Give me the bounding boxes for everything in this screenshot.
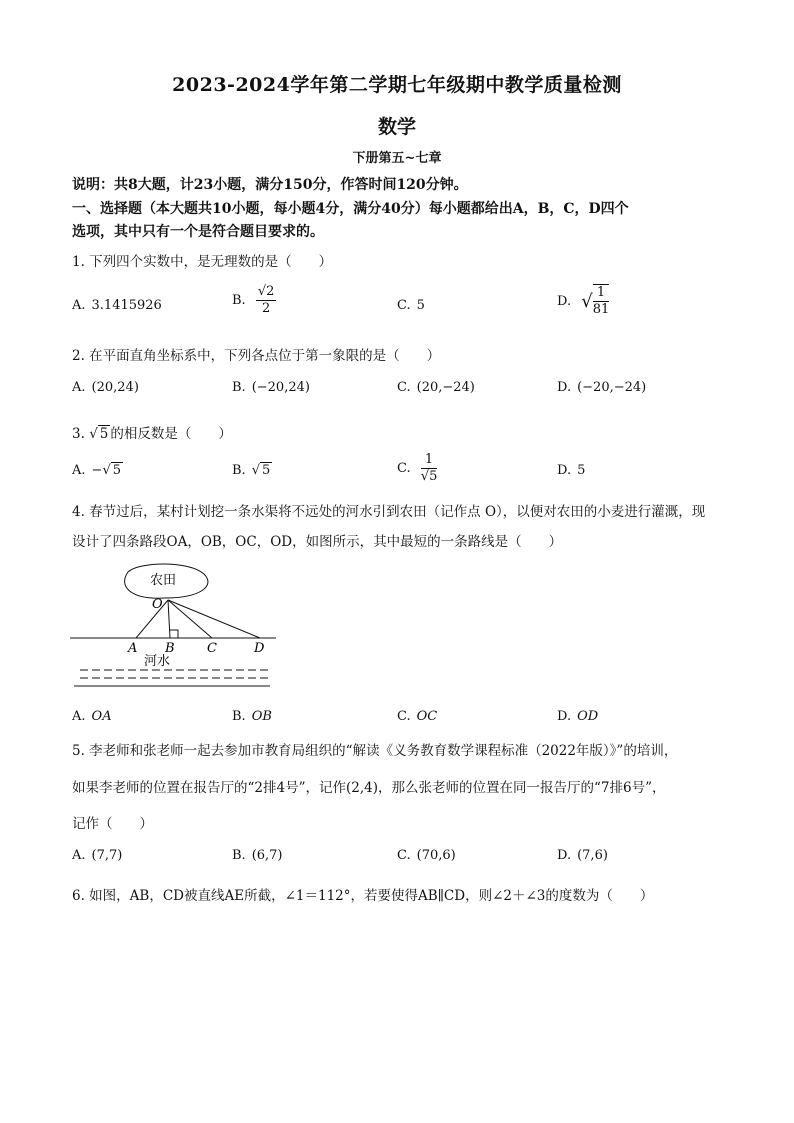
question-3-stem <box>72 422 232 442</box>
q3-option-a <box>72 463 123 478</box>
q5-option-d-value: (7,6) <box>577 848 608 863</box>
q1-option-c-label: C. <box>397 298 411 313</box>
q3-option-d <box>557 463 585 478</box>
segment-od <box>168 600 260 638</box>
point-c-label: C <box>207 641 217 656</box>
q3-option-c-den-radicand: 5 <box>429 469 438 484</box>
q2-option-c <box>397 380 475 395</box>
q2-option-b-value: (−20,24) <box>251 380 310 395</box>
q3-option-c-fraction <box>421 452 438 485</box>
q5-option-c-value: (70,6) <box>416 848 456 863</box>
q4-option-c <box>397 709 437 724</box>
segment-ob <box>168 600 170 638</box>
point-a-label: A <box>128 641 138 656</box>
question-6-stem: 6. 如图，AB，CD被直线AE所截，∠1＝112°，若要使得AB∥CD，则∠2＋∠3的度数为（ ） <box>72 888 654 904</box>
river-label: 河水 <box>144 654 171 669</box>
q3-option-b-sqrt: √ 5 <box>251 463 271 478</box>
q3-option-c <box>397 452 437 485</box>
exam-title: 2023-2024学年第二学期七年级期中教学质量检测 <box>172 74 622 96</box>
q1-option-a-label: A. <box>72 298 86 313</box>
q2-option-c-label: C. <box>397 380 411 395</box>
q4-diagram <box>70 560 280 695</box>
q5-option-b <box>232 848 283 863</box>
q1-option-b-denominator: 2 <box>261 301 271 316</box>
exam-scope: 下册第五~七章 <box>352 151 442 166</box>
q3-option-a-minus: − <box>91 463 103 478</box>
q2-option-c-value: (20,−24) <box>416 380 475 395</box>
q1-option-d-numerator: 1 <box>593 285 610 302</box>
q3-option-b-radicand: 5 <box>261 463 271 478</box>
point-d-label: D <box>254 641 265 656</box>
q3-sqrt-expression: √ 5 <box>89 426 109 442</box>
q3-option-a-label: A. <box>72 463 86 478</box>
q3-option-c-denominator: √5 <box>420 469 438 484</box>
q5-option-b-value: (6,7) <box>251 848 283 863</box>
q4-option-a-label: A. <box>72 709 86 724</box>
q1-option-a-value: 3.1415926 <box>91 298 162 313</box>
q1-option-d-fraction <box>593 284 610 318</box>
q3-number: 3. <box>72 426 85 442</box>
q1-option-d-label: D. <box>557 293 572 309</box>
q4-option-c-label: C. <box>397 709 411 724</box>
q4-option-b <box>232 709 272 724</box>
q2-option-b-label: B. <box>232 380 246 395</box>
q2-option-a-label: A. <box>72 380 86 395</box>
q5-option-c-label: C. <box>397 848 411 863</box>
section1-heading-line2: 选项，其中只有一个是符合题目要求的。 <box>72 224 324 240</box>
q2-option-d <box>557 380 646 395</box>
q2-option-d-label: D. <box>557 380 572 395</box>
q5-option-d <box>557 848 608 863</box>
point-b-label: B <box>165 641 175 656</box>
q3-option-d-value: 5 <box>577 463 586 478</box>
q5-option-a-label: A. <box>72 848 86 863</box>
q4-option-a <box>72 709 112 724</box>
q1-option-a <box>72 298 162 313</box>
right-angle-mark <box>170 630 178 638</box>
q3-radicand: 5 <box>99 426 109 442</box>
question-4-stem-line1: 4. 春节过后，某村计划挖一条水渠将不远处的河水引到农田（记作点 O），以便对农田的小麦进行灌溉，现 <box>72 504 706 520</box>
q4-option-b-label: B. <box>232 709 246 724</box>
question-4-stem-line2: 设计了四条路段OA，OB，OC，OD，如图所示，其中最短的一条路线是（ ） <box>72 534 563 550</box>
q5-option-c <box>397 848 456 863</box>
q3-option-c-numerator: 1 <box>421 452 438 469</box>
q3-option-a-radicand: 5 <box>112 463 122 478</box>
q4-option-d-value: OD <box>577 709 599 724</box>
segment-oc <box>168 600 212 638</box>
q5-option-d-label: D. <box>557 848 572 863</box>
q2-option-a-value: (20,24) <box>91 380 139 395</box>
question-5-stem-line1: 5. 李老师和张老师一起去参加市教育局组织的“解读《义务教育数学课程标准（2022年版）》”的培训， <box>72 743 678 759</box>
q4-option-b-value: OB <box>251 709 272 724</box>
q3-option-b <box>232 463 272 478</box>
q2-option-b <box>232 380 310 395</box>
point-o-label: O <box>152 597 163 612</box>
q3-option-d-label: D. <box>557 463 572 478</box>
q5-option-a-value: (7,7) <box>91 848 123 863</box>
q3-stem-text: 的相反数是（ ） <box>110 426 232 442</box>
q1-option-c <box>397 298 425 313</box>
q3-option-b-label: B. <box>232 463 246 478</box>
question-1-stem: 1. 下列四个实数中，是无理数的是（ ） <box>72 254 333 270</box>
section1-heading-line1: 一、选择题（本大题共10小题，每小题4分，满分40分）每小题都给出A，B，C，D四个 <box>72 201 629 217</box>
q1-option-b-label: B. <box>232 293 246 308</box>
q4-option-a-value: OA <box>91 709 112 724</box>
q4-diagram-svg <box>70 560 280 695</box>
exam-subject: 数学 <box>377 116 416 138</box>
q3-option-c-label: C. <box>397 461 411 476</box>
q3-option-a-sqrt: √ 5 <box>102 463 122 478</box>
question-5-stem-line3: 记作（ ） <box>72 816 153 832</box>
q1-option-d <box>557 284 609 318</box>
q1-option-d-denominator: 81 <box>592 302 610 317</box>
question-5-stem-line2: 如果李老师的位置在报告厅的“2排4号”，记作(2,4)，那么张老师的位置在同一报告厅的“7排6号”， <box>72 780 666 796</box>
q5-option-b-label: B. <box>232 848 246 863</box>
q1-option-b-fraction <box>256 284 277 317</box>
q1-option-b <box>232 284 276 317</box>
q1-option-b-numerator: √2 <box>257 284 275 299</box>
field-label: 农田 <box>150 573 177 588</box>
instructions-note: 说明：共8大题，计23小题，满分150分，作答时间120分钟。 <box>72 177 468 193</box>
q2-option-d-value: (−20,−24) <box>577 380 647 395</box>
q4-option-d <box>557 709 598 724</box>
q4-option-d-label: D. <box>557 709 572 724</box>
q2-option-a <box>72 380 139 395</box>
q1-option-c-value: 5 <box>416 298 425 313</box>
question-2-stem: 2. 在平面直角坐标系中，下列各点位于第一象限的是（ ） <box>72 348 441 364</box>
q1-option-d-radical-sign: √ <box>581 290 593 312</box>
q4-option-c-value: OC <box>416 709 438 724</box>
q5-option-a <box>72 848 122 863</box>
